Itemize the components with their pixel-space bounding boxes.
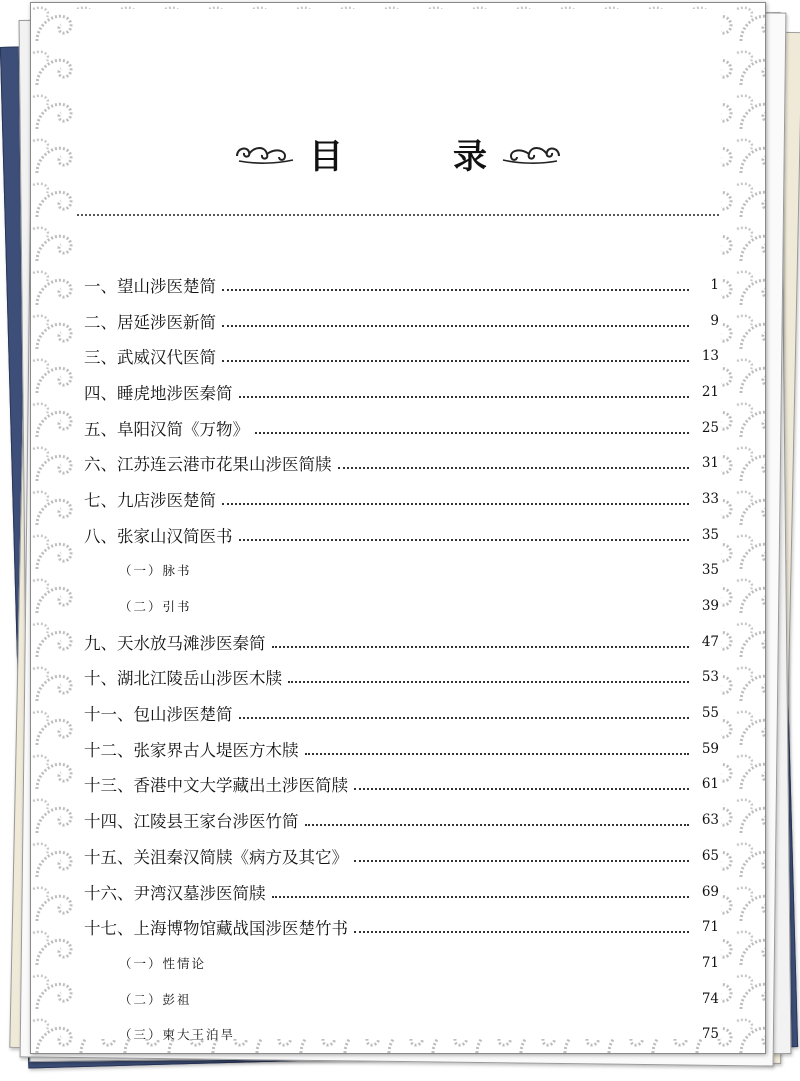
toc-page-number: 35 — [701, 526, 719, 543]
dot-leader — [305, 824, 690, 826]
dot-leader — [354, 788, 689, 790]
toc-page-number: 47 — [701, 633, 719, 650]
toc-page-number: 71 — [701, 919, 719, 936]
title-divider — [77, 214, 719, 216]
toc-page-number: 74 — [701, 990, 719, 1007]
toc-subentry[interactable] — [75, 1016, 721, 1052]
toc-entry[interactable] — [75, 267, 721, 303]
toc-entry-title: （二）彭祖 — [119, 991, 192, 1007]
cloud-ornament-right-icon — [501, 140, 561, 166]
toc-entry-title: （一）脉书 — [119, 563, 192, 579]
toc-page-number: 59 — [701, 740, 719, 757]
toc-entry-title: 十六、尹湾汉墓涉医简牍 — [84, 883, 266, 903]
toc-page-number: 9 — [710, 312, 719, 329]
dot-leader — [239, 539, 690, 541]
toc-entry-title: 十三、香港中文大学藏出土涉医简牍 — [84, 776, 348, 796]
toc-entry-title: 六、江苏连云港市花果山涉医简牍 — [84, 455, 332, 475]
toc-page-number: 1 — [710, 276, 719, 293]
toc-page-number: 55 — [701, 705, 719, 722]
toc-entry[interactable] — [75, 838, 721, 874]
toc-entry-title: （三）柬大王泊旱 — [119, 1027, 236, 1043]
toc-entry-title: 十七、上海博物馆藏战国涉医楚竹书 — [84, 919, 348, 939]
toc-page-number: 63 — [701, 812, 719, 829]
toc-entry[interactable] — [75, 410, 721, 446]
toc-page-number: 61 — [701, 776, 719, 793]
toc-entry[interactable] — [75, 660, 721, 696]
toc-entry-title: 十一、包山涉医楚简 — [84, 705, 233, 725]
toc-entry-title: 二、居延涉医新简 — [84, 312, 216, 332]
title-row — [75, 131, 721, 175]
toc-subentry[interactable] — [75, 945, 721, 981]
toc-entry-title: 十五、关沮秦汉简牍《病方及其它》 — [84, 847, 348, 867]
toc-entry-title: （一）性情论 — [119, 955, 207, 971]
toc-subentry[interactable] — [75, 588, 721, 624]
toc-entry-title: 七、九店涉医楚简 — [84, 490, 216, 510]
dot-leader — [255, 432, 689, 434]
content-panel — [75, 9, 721, 1043]
toc-page-number: 21 — [701, 383, 719, 400]
toc-list — [75, 267, 721, 1052]
toc-entry[interactable] — [75, 374, 721, 410]
toc-page-number: 53 — [701, 669, 719, 686]
toc-page-number: 35 — [701, 562, 719, 579]
dot-leader — [239, 717, 690, 719]
dot-leader — [198, 1003, 689, 1005]
toc-subentry[interactable] — [75, 553, 721, 589]
toc-entry-title: 五、阜阳汉简《万物》 — [84, 419, 249, 439]
dot-leader — [212, 967, 689, 969]
dot-leader — [288, 681, 689, 683]
toc-entry[interactable] — [75, 481, 721, 517]
toc-entry[interactable] — [75, 695, 721, 731]
toc-entry[interactable] — [75, 802, 721, 838]
dot-leader — [272, 646, 690, 648]
toc-entry-title: （二）引书 — [119, 599, 192, 615]
toc-entry[interactable] — [75, 303, 721, 339]
toc-page-number: 75 — [701, 1026, 719, 1043]
toc-entry-title: 九、天水放马滩涉医秦简 — [84, 633, 266, 653]
dot-leader — [241, 1038, 689, 1040]
toc-entry[interactable] — [75, 874, 721, 910]
toc-subentry[interactable] — [75, 981, 721, 1017]
toc-page-number: 13 — [701, 348, 719, 365]
toc-page-number: 65 — [701, 847, 719, 864]
toc-page-number: 33 — [701, 490, 719, 507]
toc-entry[interactable] — [75, 517, 721, 553]
toc-entry[interactable] — [75, 909, 721, 945]
toc-entry-title: 八、张家山汉简医书 — [84, 526, 233, 546]
toc-page-number: 71 — [701, 954, 719, 971]
dot-leader — [222, 360, 689, 362]
dot-leader — [239, 396, 690, 398]
dot-leader — [222, 289, 689, 291]
toc-page-number: 39 — [701, 598, 719, 615]
dot-leader — [198, 610, 689, 612]
dot-leader — [222, 503, 689, 505]
toc-entry[interactable] — [75, 445, 721, 481]
toc-entry[interactable] — [75, 624, 721, 660]
dot-leader — [198, 574, 689, 576]
toc-entry-title: 十、湖北江陵岳山涉医木牍 — [84, 669, 282, 689]
toc-entry[interactable] — [75, 767, 721, 803]
toc-entry-title: 十四、江陵县王家台涉医竹简 — [84, 812, 299, 832]
page-title: 目 录 — [309, 136, 525, 177]
toc-page — [30, 2, 766, 1054]
toc-entry-title: 四、睡虎地涉医秦简 — [84, 383, 233, 403]
dot-leader — [354, 931, 689, 933]
toc-page-number: 31 — [701, 455, 719, 472]
toc-entry[interactable] — [75, 731, 721, 767]
toc-page-number: 25 — [701, 419, 719, 436]
toc-page-number: 69 — [701, 883, 719, 900]
dot-leader — [272, 896, 690, 898]
dot-leader — [305, 753, 690, 755]
toc-entry[interactable] — [75, 338, 721, 374]
toc-entry-title: 一、望山涉医楚简 — [84, 276, 216, 296]
toc-entry-title: 三、武威汉代医简 — [84, 348, 216, 368]
cloud-ornament-left-icon — [235, 140, 295, 166]
toc-entry-title: 十二、张家界古人堤医方木牍 — [84, 740, 299, 760]
dot-leader — [354, 860, 689, 862]
dot-leader — [222, 325, 689, 327]
dot-leader — [338, 467, 690, 469]
